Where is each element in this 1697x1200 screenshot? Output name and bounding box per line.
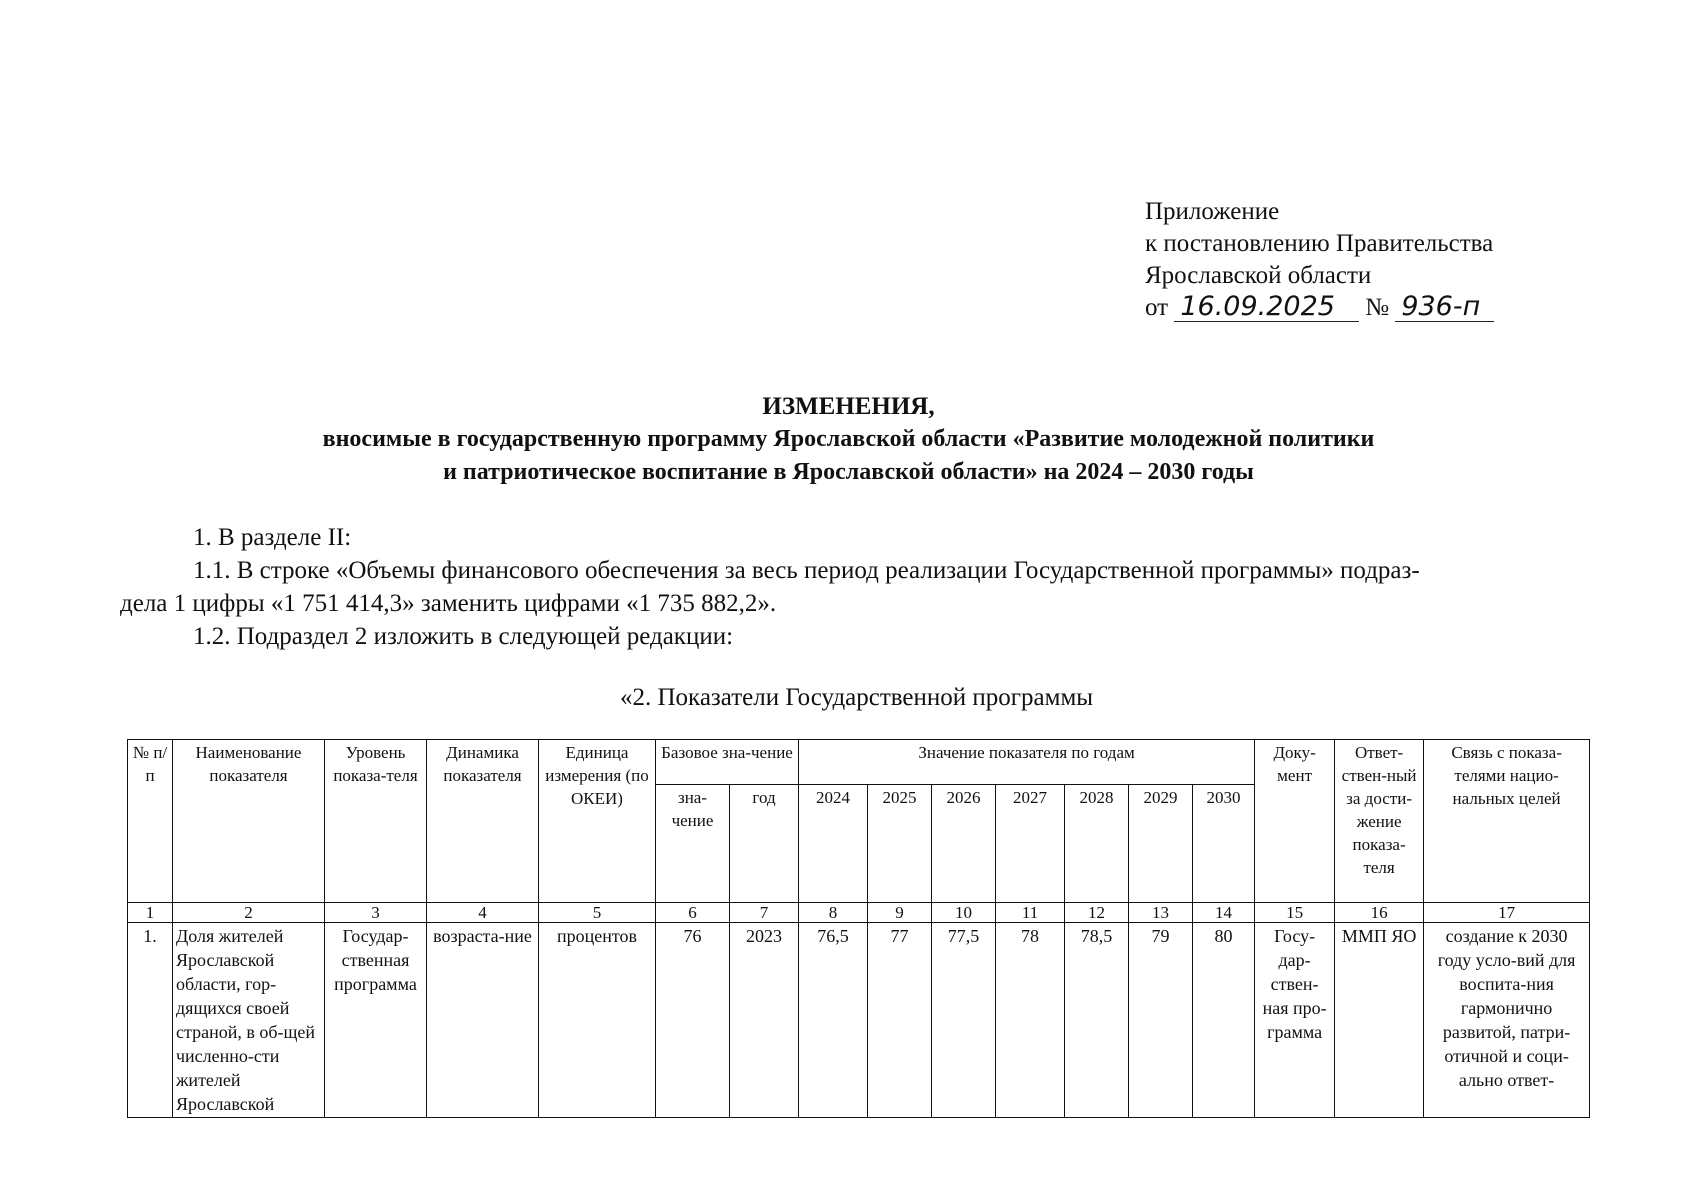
title-line3: и патриотическое воспитание в Ярославской области» на 2024 – 2030 годы <box>443 459 1254 485</box>
header-year-2030: 2030 <box>1193 785 1255 903</box>
column-number: 17 <box>1424 903 1590 923</box>
header-unit: Единица измерения (по ОКЕИ) <box>539 740 656 903</box>
row-responsible: ММП ЯО <box>1335 923 1424 1118</box>
header-level: Уровень показа-теля <box>325 740 427 903</box>
appendix-line3: Ярославской области <box>1145 262 1372 289</box>
appendix-date-line <box>1145 292 1494 324</box>
header-values-by-year: Значение показателя по годам <box>799 740 1255 785</box>
table-header-row <box>128 740 1590 785</box>
appendix-block <box>1145 196 1494 324</box>
column-number: 5 <box>539 903 656 923</box>
header-year-2025: 2025 <box>868 785 932 903</box>
row-dynamics: возраста-ние <box>427 923 539 1118</box>
column-number: 14 <box>1193 903 1255 923</box>
column-numbers-row <box>128 903 1590 923</box>
row-value-2025: 77 <box>868 923 932 1118</box>
header-link: Связь с показа-телями нацио-нальных целей <box>1424 740 1590 903</box>
column-number: 16 <box>1335 903 1424 923</box>
header-year-2029: 2029 <box>1129 785 1193 903</box>
document-number: 936-п <box>1395 293 1494 322</box>
row-level: Государ-ственная программа <box>325 923 427 1118</box>
column-number: 4 <box>427 903 539 923</box>
row-value-2029: 79 <box>1129 923 1193 1118</box>
paragraph-1-2: 1.2. Подраздел 2 изложить в следующей редакции: <box>193 623 734 650</box>
appendix-line2: к постановлению Правительства <box>1145 230 1494 257</box>
header-responsible: Ответ-ствен-ный за дости-жение показа-теля <box>1335 740 1424 903</box>
header-year-2026: 2026 <box>932 785 996 903</box>
header-name: Наименование показателя <box>173 740 325 903</box>
paragraph-1: 1. В разделе II: <box>193 524 352 551</box>
paragraph-1-1-continued: дела 1 цифры «1 751 414,3» заменить цифрами «1 735 882,2». <box>120 590 777 617</box>
paragraph-1-1: 1.1. В строке «Объемы финансового обеспечения за весь период реализации Государственной программы» подраз- <box>193 557 1420 584</box>
from-label: от <box>1145 294 1169 321</box>
section-title: «2. Показатели Государственной программы <box>620 684 1094 711</box>
row-value-2027: 78 <box>996 923 1065 1118</box>
row-num: 1. <box>128 923 173 1118</box>
appendix-line1: Приложение <box>1145 198 1280 225</box>
row-unit: процентов <box>539 923 656 1118</box>
header-year-2027: 2027 <box>996 785 1065 903</box>
title-line2: вносимые в государственную программу Ярославской области «Развитие молодежной политики <box>322 426 1375 452</box>
column-number: 12 <box>1065 903 1129 923</box>
column-number: 1 <box>128 903 173 923</box>
column-number: 9 <box>868 903 932 923</box>
row-value-2024: 76,5 <box>799 923 868 1118</box>
column-number: 6 <box>656 903 730 923</box>
row-value-2030: 80 <box>1193 923 1255 1118</box>
number-label: № <box>1365 294 1390 321</box>
column-number: 13 <box>1129 903 1193 923</box>
header-dynamics: Динамика показателя <box>427 740 539 903</box>
row-value-2028: 78,5 <box>1065 923 1129 1118</box>
header-num: № п/п <box>128 740 173 903</box>
header-base: Базовое зна-чение <box>656 740 799 785</box>
column-number: 3 <box>325 903 427 923</box>
row-base-year: 2023 <box>730 923 799 1118</box>
row-link: создание к 2030 году усло-вий для воспита-ния гармонично развитой, патри-отичной и соци-ально ответ- <box>1424 923 1590 1118</box>
header-base-value: зна-чение <box>656 785 730 903</box>
indicators-table <box>127 739 1590 1118</box>
header-year-2028: 2028 <box>1065 785 1129 903</box>
document-title <box>0 390 1697 489</box>
column-number: 15 <box>1255 903 1335 923</box>
column-number: 11 <box>996 903 1065 923</box>
column-number: 10 <box>932 903 996 923</box>
row-value-2026: 77,5 <box>932 923 996 1118</box>
row-name: Доля жителей Ярославской области, гор-дящихся своей страной, в об-щей численно-сти жителей Ярославской <box>173 923 325 1118</box>
column-number: 2 <box>173 903 325 923</box>
document-date: 16.09.2025 <box>1174 293 1359 322</box>
table-row <box>128 923 1590 1118</box>
column-number: 8 <box>799 903 868 923</box>
row-document: Госу-дар-ствен-ная про-грамма <box>1255 923 1335 1118</box>
column-number: 7 <box>730 903 799 923</box>
header-document: Доку-мент <box>1255 740 1335 903</box>
header-year-2024: 2024 <box>799 785 868 903</box>
row-base-value: 76 <box>656 923 730 1118</box>
title-line1: ИЗМЕНЕНИЯ, <box>762 393 935 420</box>
header-base-year: год <box>730 785 799 903</box>
